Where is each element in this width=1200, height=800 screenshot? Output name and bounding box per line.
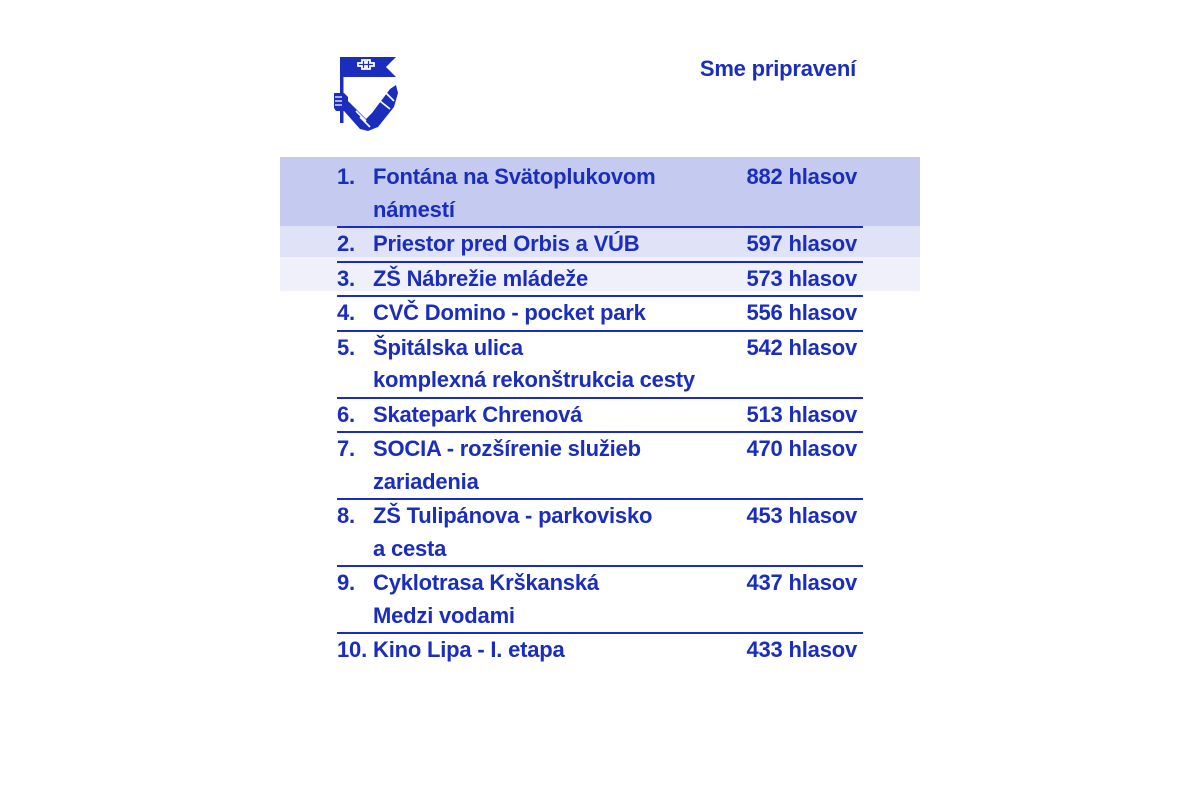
result-rank: 4.: [337, 300, 355, 325]
result-name: [373, 263, 743, 296]
result-name-line2: zariadenia: [373, 468, 479, 494]
result-name-line2: námestí: [373, 196, 455, 222]
city-coat-of-arms-flag-icon: [332, 55, 400, 133]
result-name-line1: ZŠ Nábrežie mládeže: [373, 265, 589, 291]
result-rank: 2.: [337, 231, 355, 256]
result-rank: 10.: [337, 637, 367, 662]
result-name: [373, 332, 743, 397]
result-name: [373, 399, 743, 432]
result-row: [337, 634, 863, 667]
result-name-line2: Medzi vodami: [373, 602, 515, 628]
result-name: [373, 634, 743, 667]
result-votes: 513 hlasov: [746, 401, 857, 427]
result-name: [373, 433, 743, 498]
result-name-line2: komplexná rekonštrukcia cesty: [373, 367, 695, 392]
header-title: Sme pripravení: [699, 56, 856, 81]
results-list: [337, 161, 863, 667]
result-votes: 433 hlasov: [746, 637, 857, 662]
result-name-line1: Priestor pred Orbis a VÚB: [373, 231, 640, 256]
result-votes: 437 hlasov: [746, 570, 857, 595]
result-name-line1: Kino Lipa - I. etapa: [373, 637, 565, 662]
result-rank: 6.: [337, 401, 355, 427]
result-rank: 3.: [337, 265, 355, 291]
result-row: [337, 332, 863, 399]
result-rank: 1.: [337, 164, 355, 189]
result-name: [373, 297, 743, 330]
result-name-line1: SOCIA - rozšírenie služieb: [373, 436, 641, 461]
result-votes: 470 hlasov: [746, 436, 857, 461]
result-row: [337, 263, 863, 298]
result-rank: 9.: [337, 570, 355, 595]
result-name: [373, 161, 743, 226]
result-votes: 556 hlasov: [746, 300, 857, 325]
result-rank: 5.: [337, 334, 355, 360]
result-row: [337, 161, 863, 228]
result-row: [337, 228, 863, 263]
result-name-line1: Špitálska ulica: [373, 334, 523, 360]
result-name: [373, 228, 743, 261]
result-name-line2: a cesta: [373, 535, 447, 561]
result-row: [337, 500, 863, 567]
result-name-line1: Skatepark Chrenová: [373, 401, 583, 427]
result-votes: 542 hlasov: [746, 334, 857, 360]
result-votes: 597 hlasov: [746, 231, 857, 256]
result-name: [373, 500, 743, 565]
result-rank: 7.: [337, 436, 355, 461]
result-votes: 882 hlasov: [746, 164, 857, 189]
result-name-line1: ZŠ Tulipánova - parkovisko: [373, 503, 653, 528]
result-name-line1: Fontána na Svätoplukovom: [373, 164, 656, 189]
result-name-line1: Cyklotrasa Krškanská: [373, 570, 599, 595]
result-name: [373, 567, 743, 632]
result-rank: 8.: [337, 503, 355, 528]
result-row: [337, 433, 863, 500]
result-row: [337, 297, 863, 332]
result-name-line1: CVČ Domino - pocket park: [373, 300, 646, 325]
result-votes: 573 hlasov: [746, 265, 857, 291]
result-row: [337, 399, 863, 434]
result-votes: 453 hlasov: [746, 503, 857, 528]
result-row: [337, 567, 863, 634]
